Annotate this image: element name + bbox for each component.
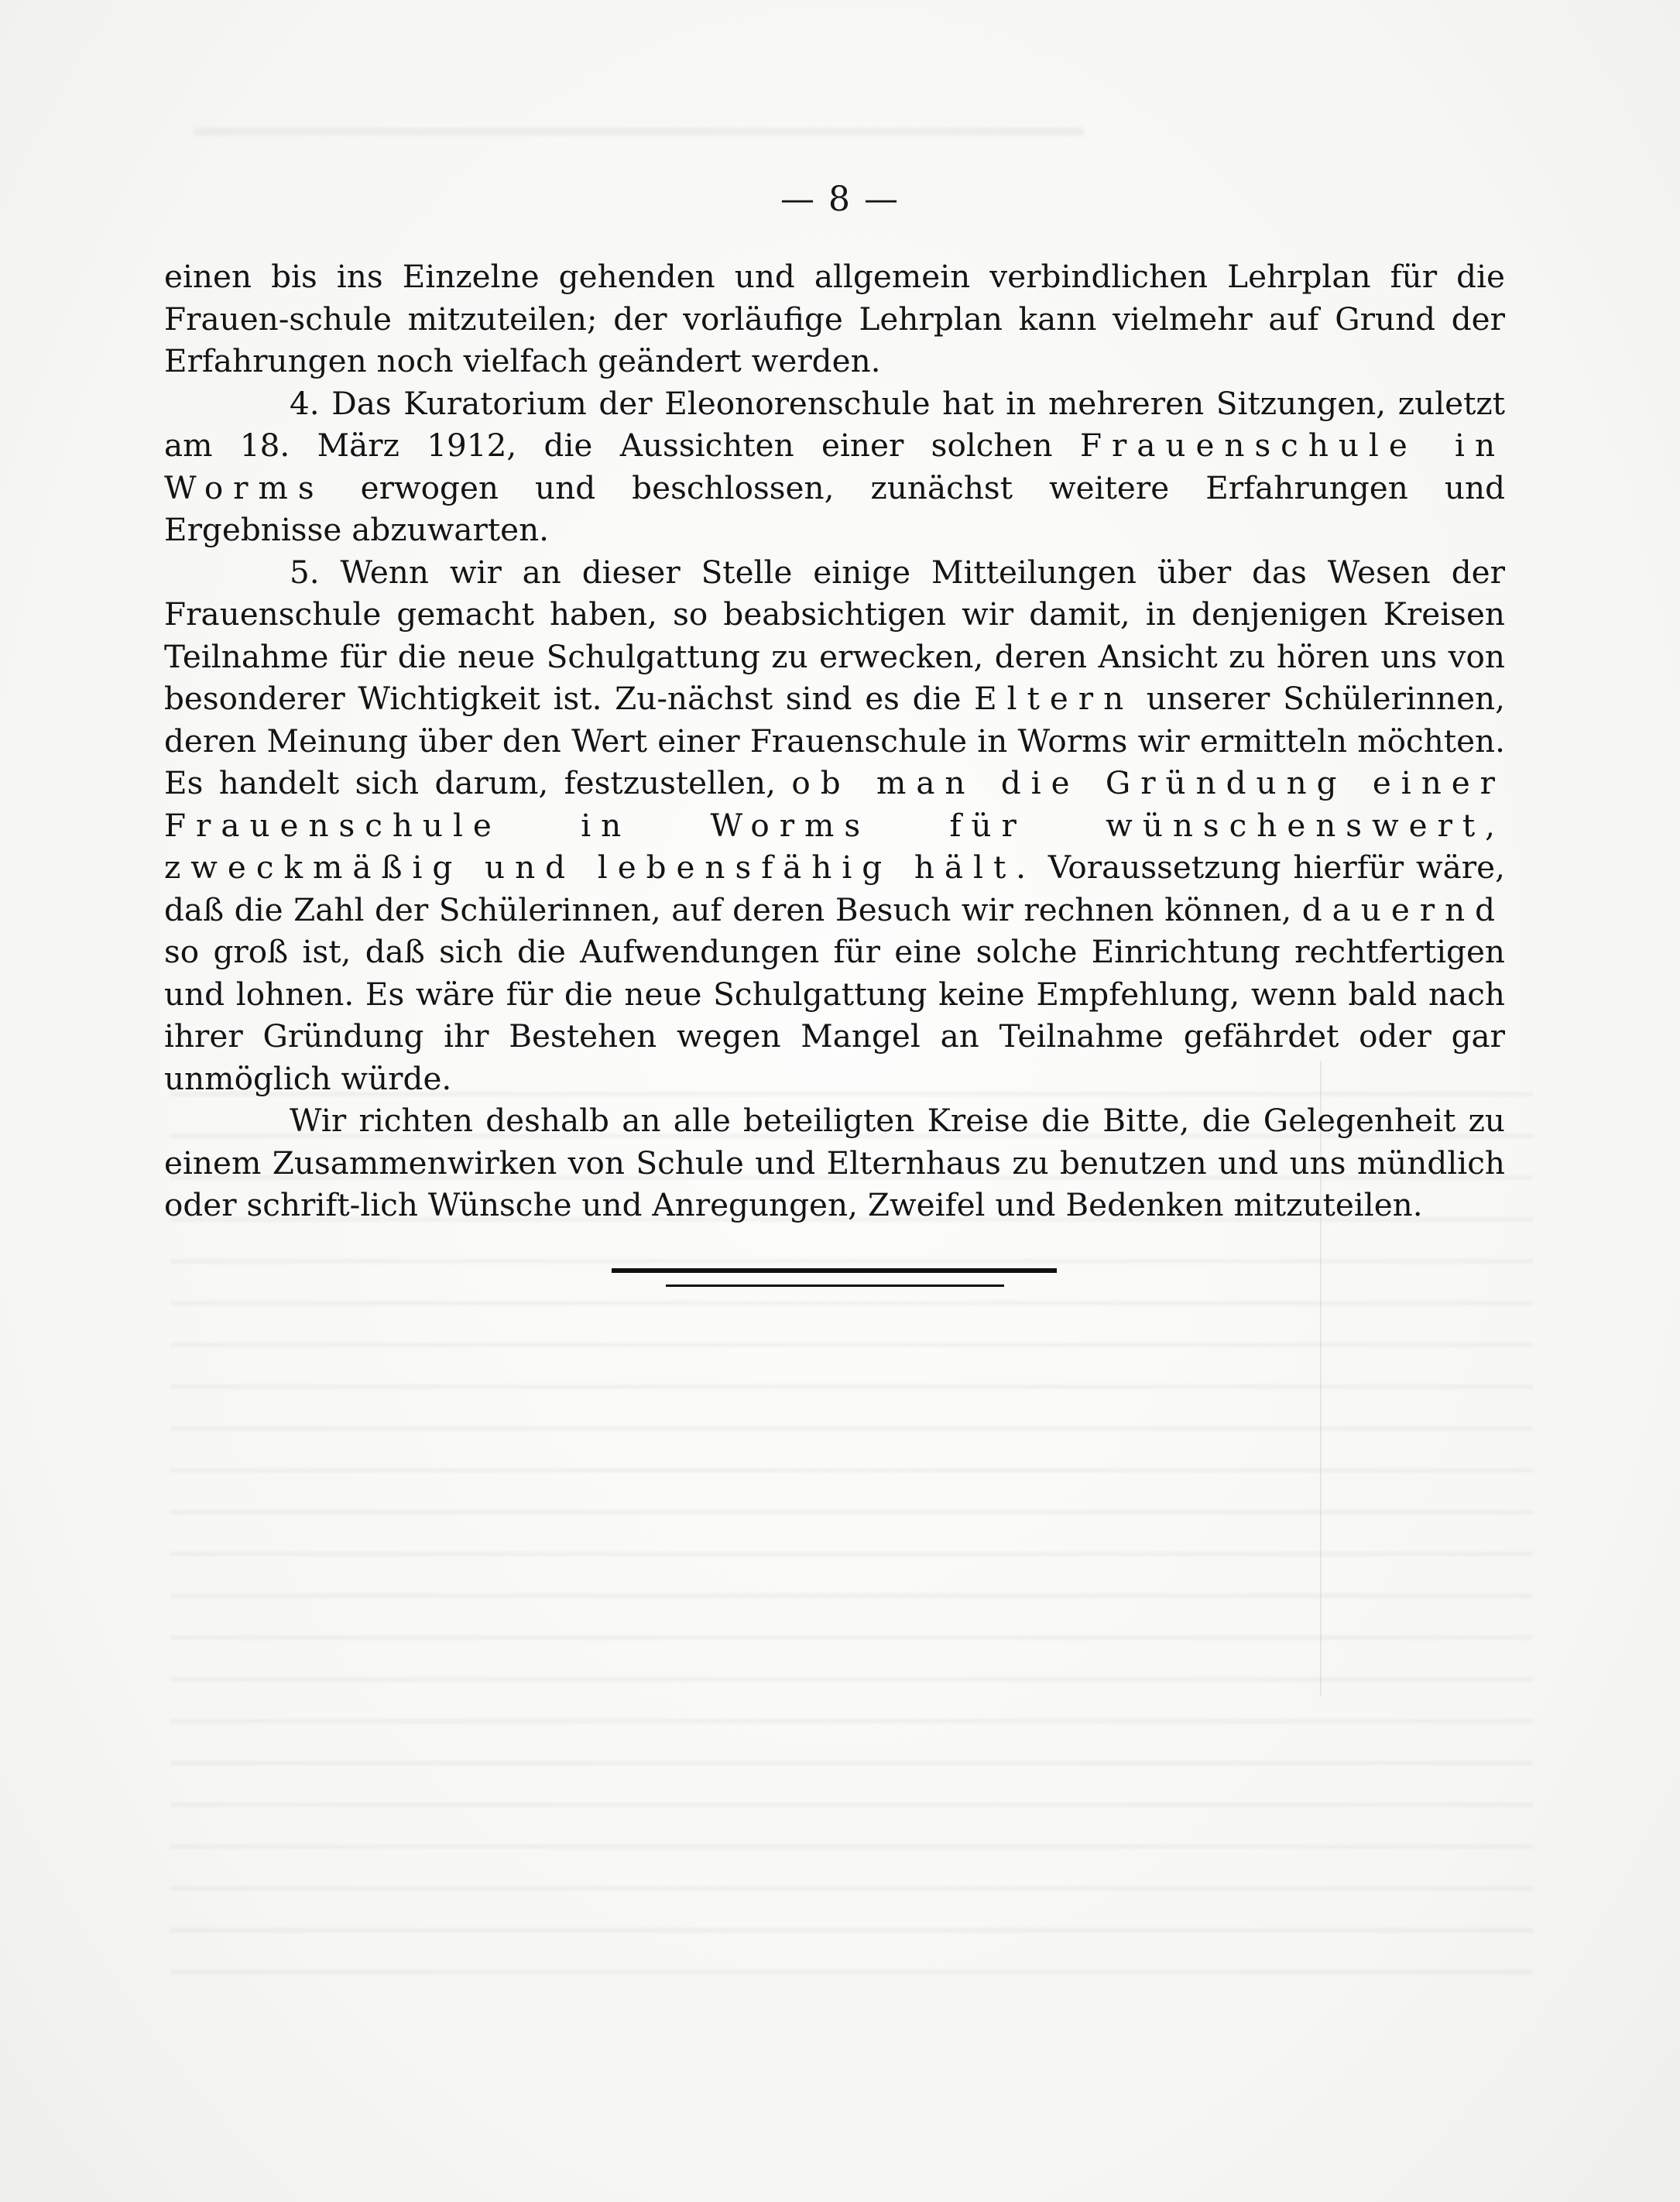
paragraph-continuation [164,256,1505,382]
text-run: 5. Wenn wir an dieser Stelle einige Mitteilungen über das Wesen der Frauenschule gemacht haben, so beabsichtigen wir damit, in denjenigen Kreisen Teilnahme für die neue Schulgattung zu erwecken, deren Ansicht zu hören uns von besonderer Wichtigkeit ist. Zu-nächst sind es die [164,553,1505,717]
page-number: — 8 — [780,180,900,219]
text-run: Wir richten deshalb an alle beteiligten Kreise die Bitte, die Gelegenheit zu einem Zusammenwirken von Schule und Elternhaus zu benutzen und uns mündlich oder schrift-lich Wünsche und Anregungen, Zweifel und Bedenken mitzuteilen. [164,1102,1505,1223]
paragraph-mitteilungen [164,551,1505,1100]
paragraph-bitte [164,1099,1505,1226]
spaced-emphasis-frauenschule-worms: Frauenschule in Worms [164,427,1506,506]
paragraph-kuratorium [164,382,1505,551]
spaced-emphasis-eltern: Eltern [974,680,1134,717]
spaced-emphasis-dauernd: dauernd [1301,890,1505,928]
text-run: so groß ist, daß sich die Aufwendungen für eine solche Einrichtung rechtfertigen und lohnen. Es wäre für die neue Schulgattung keine Empfehlung, wenn bald nach ihrer Gründung ihr Bestehen wegen Mangel an Teilnahme gefährdet oder gar unmöglich würde. [164,933,1505,1097]
closing-rule-thin [666,1284,1004,1287]
reverse-side-header-bleed [194,128,1084,135]
spaced-emphasis-gruendung: ob man die Gründung einer Frauenschule in Worms für wünschenswert, zweckmäßig und lebensfähig hält. [164,764,1505,886]
text-run: einen bis ins Einzelne gehenden und allgemein verbindlichen Lehrplan für die Frauen-schule mitzuteilen; der vorläufige Lehrplan kann vielmehr auf Grund der Erfahrungen noch vielfach geändert werden. [164,258,1505,379]
text-run: erwogen und beschlossen, zunächst weitere Erfahrungen und Ergebnisse abzuwarten. [164,468,1505,548]
text-run: unserer Schülerinnen, deren Meinung über den Wert einer Frauenschule in Worms wir ermitteln möchten. Es handelt sich darum, festzustellen, [164,680,1505,801]
text-run: Voraussetzung hierfür wäre, daß die Zahl der Schülerinnen, auf deren Besuch wir rechnen können, [164,849,1505,928]
main-text [164,256,1505,1226]
closing-rule-thick [612,1268,1057,1273]
text-run: 4. Das Kuratorium der Eleonorenschule hat in mehreren Sitzungen, zuletzt am 18. März 1912, die Aussichten einer solchen [164,384,1505,464]
